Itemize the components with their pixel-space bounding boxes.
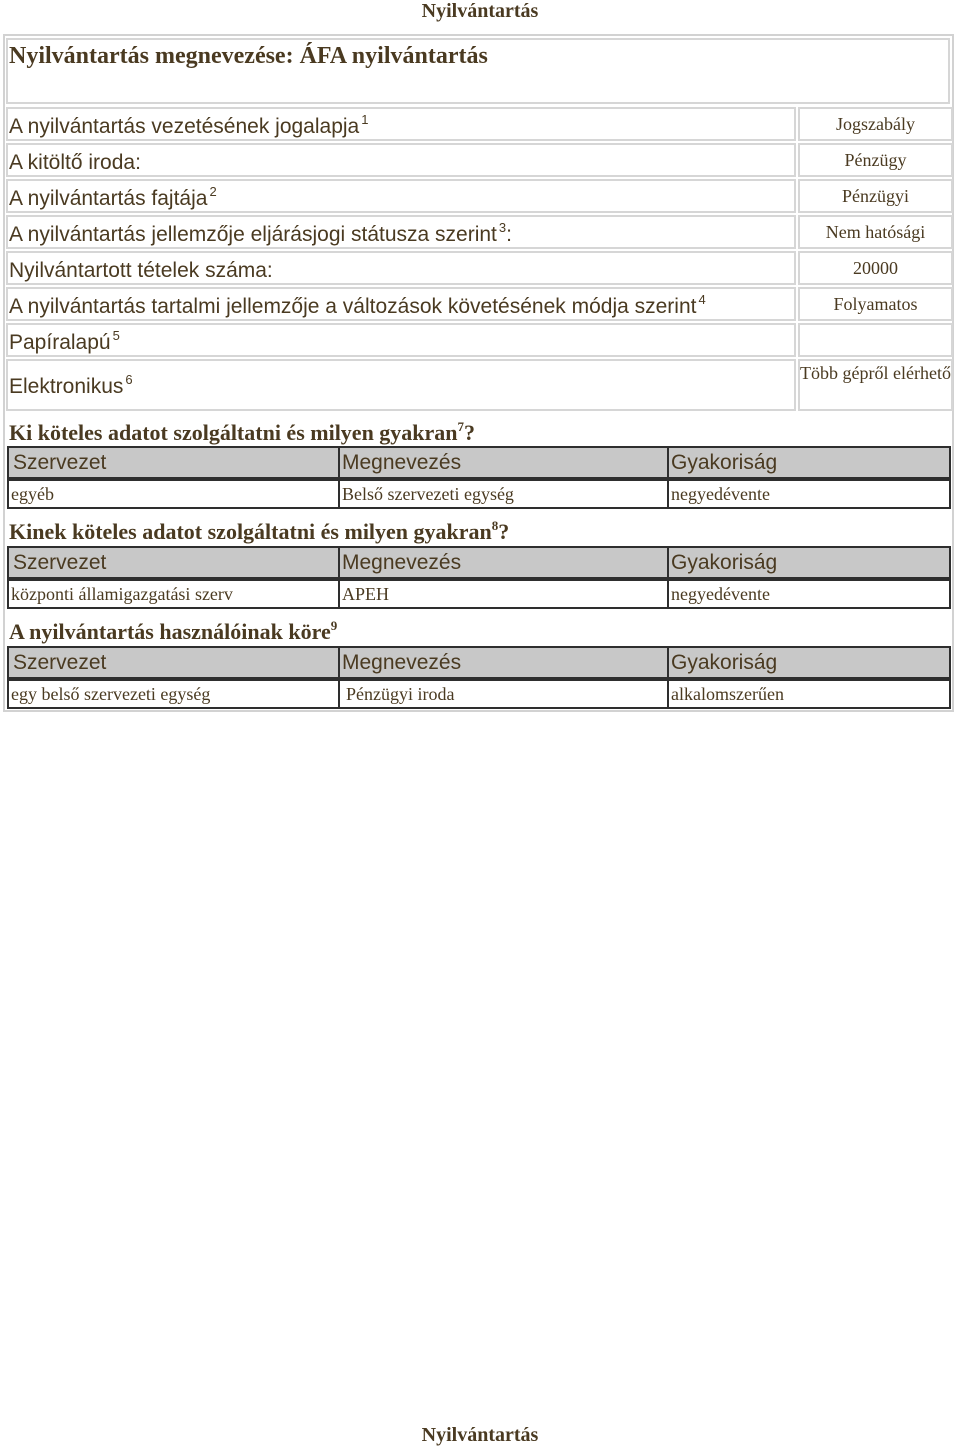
field-label-paper-based: Papíralapú $^5$	[9, 328, 120, 354]
column-divider	[338, 548, 340, 577]
field-label-change-tracking: A nyilvántartás tartalmi jellemzője a változások követésének módja szerint $^4$	[9, 292, 706, 318]
field-value-cell	[798, 323, 953, 357]
table-row	[7, 479, 951, 509]
column-divider	[667, 648, 669, 677]
field-label-procedural-status: A nyilvántartás jellemzője eljárásjogi státusza szerint $^3$:	[9, 220, 512, 246]
column-divider	[667, 548, 669, 577]
section-title-recipients: Kinek köteles adatot szolgáltatni és milyen gyakran$^8$?	[9, 518, 510, 544]
table-header-row	[7, 546, 951, 579]
field-value-change-tracking: Folyamatos	[833, 294, 918, 314]
field-label-electronic: Elektronikus $^6$	[9, 372, 133, 398]
column-divider	[667, 581, 669, 607]
page-header: Nyilvántartás	[421, 0, 539, 22]
cell-name: Pénzügyi iroda	[346, 684, 455, 704]
field-label-item-count: Nyilvántartott tételek száma:	[9, 259, 273, 282]
field-value-office: Pénzügy	[844, 150, 907, 170]
cell-frequency: alkalomszerűen	[671, 684, 784, 704]
field-label-type: A nyilvántartás fajtája $^2$	[9, 184, 217, 210]
column-header-frequency: Gyakoriság	[671, 451, 778, 474]
table-row	[7, 679, 951, 709]
column-header-frequency: Gyakoriság	[671, 551, 778, 574]
column-header-name: Megnevezés	[342, 451, 462, 474]
field-value-item-count: 20000	[853, 258, 898, 278]
field-value-procedural-status: Nem hatósági	[825, 222, 926, 242]
column-header-organization: Szervezet	[13, 451, 107, 474]
column-divider	[338, 648, 340, 677]
section-title-providers: Ki köteles adatot szolgáltatni és milyen gyakran$^7$?	[9, 419, 476, 445]
column-header-frequency: Gyakoriság	[671, 651, 778, 674]
column-divider	[338, 481, 340, 507]
table-header-row	[7, 646, 951, 679]
table-header-row	[7, 446, 951, 479]
cell-frequency: negyedévente	[671, 484, 770, 504]
column-divider	[667, 448, 669, 477]
column-header-organization: Szervezet	[13, 651, 107, 674]
column-header-organization: Szervezet	[13, 551, 107, 574]
page-footer: Nyilvántartás	[421, 1424, 539, 1446]
cell-organization: központi államigazgatási szerv	[11, 584, 233, 604]
field-label-cell	[6, 323, 796, 357]
cell-name: APEH	[342, 584, 390, 604]
column-header-name: Megnevezés	[342, 551, 462, 574]
cell-organization: egyéb	[11, 484, 54, 504]
section-title-users: A nyilvántartás használóinak köre$^9$	[9, 618, 338, 644]
cell-frequency: negyedévente	[671, 584, 770, 604]
column-divider	[338, 581, 340, 607]
cell-organization: egy belső szervezeti egység	[11, 684, 211, 704]
column-divider	[338, 681, 340, 707]
cell-name: Belső szervezeti egység	[342, 484, 514, 504]
column-divider	[338, 448, 340, 477]
field-value-legal-basis: Jogszabály	[836, 114, 915, 134]
column-divider	[667, 481, 669, 507]
field-label-office: A kitöltő iroda:	[9, 151, 141, 174]
column-header-name: Megnevezés	[342, 651, 462, 674]
field-value-type: Pénzügyi	[842, 186, 909, 206]
column-divider	[667, 681, 669, 707]
table-row	[7, 579, 951, 609]
field-value-electronic: Több gépről elérhető	[800, 363, 951, 383]
field-label-legal-basis: A nyilvántartás vezetésének jogalapja $^1$	[9, 112, 369, 138]
record-title: Nyilvántartás megnevezése: ÁFA nyilvántartás	[9, 43, 488, 69]
